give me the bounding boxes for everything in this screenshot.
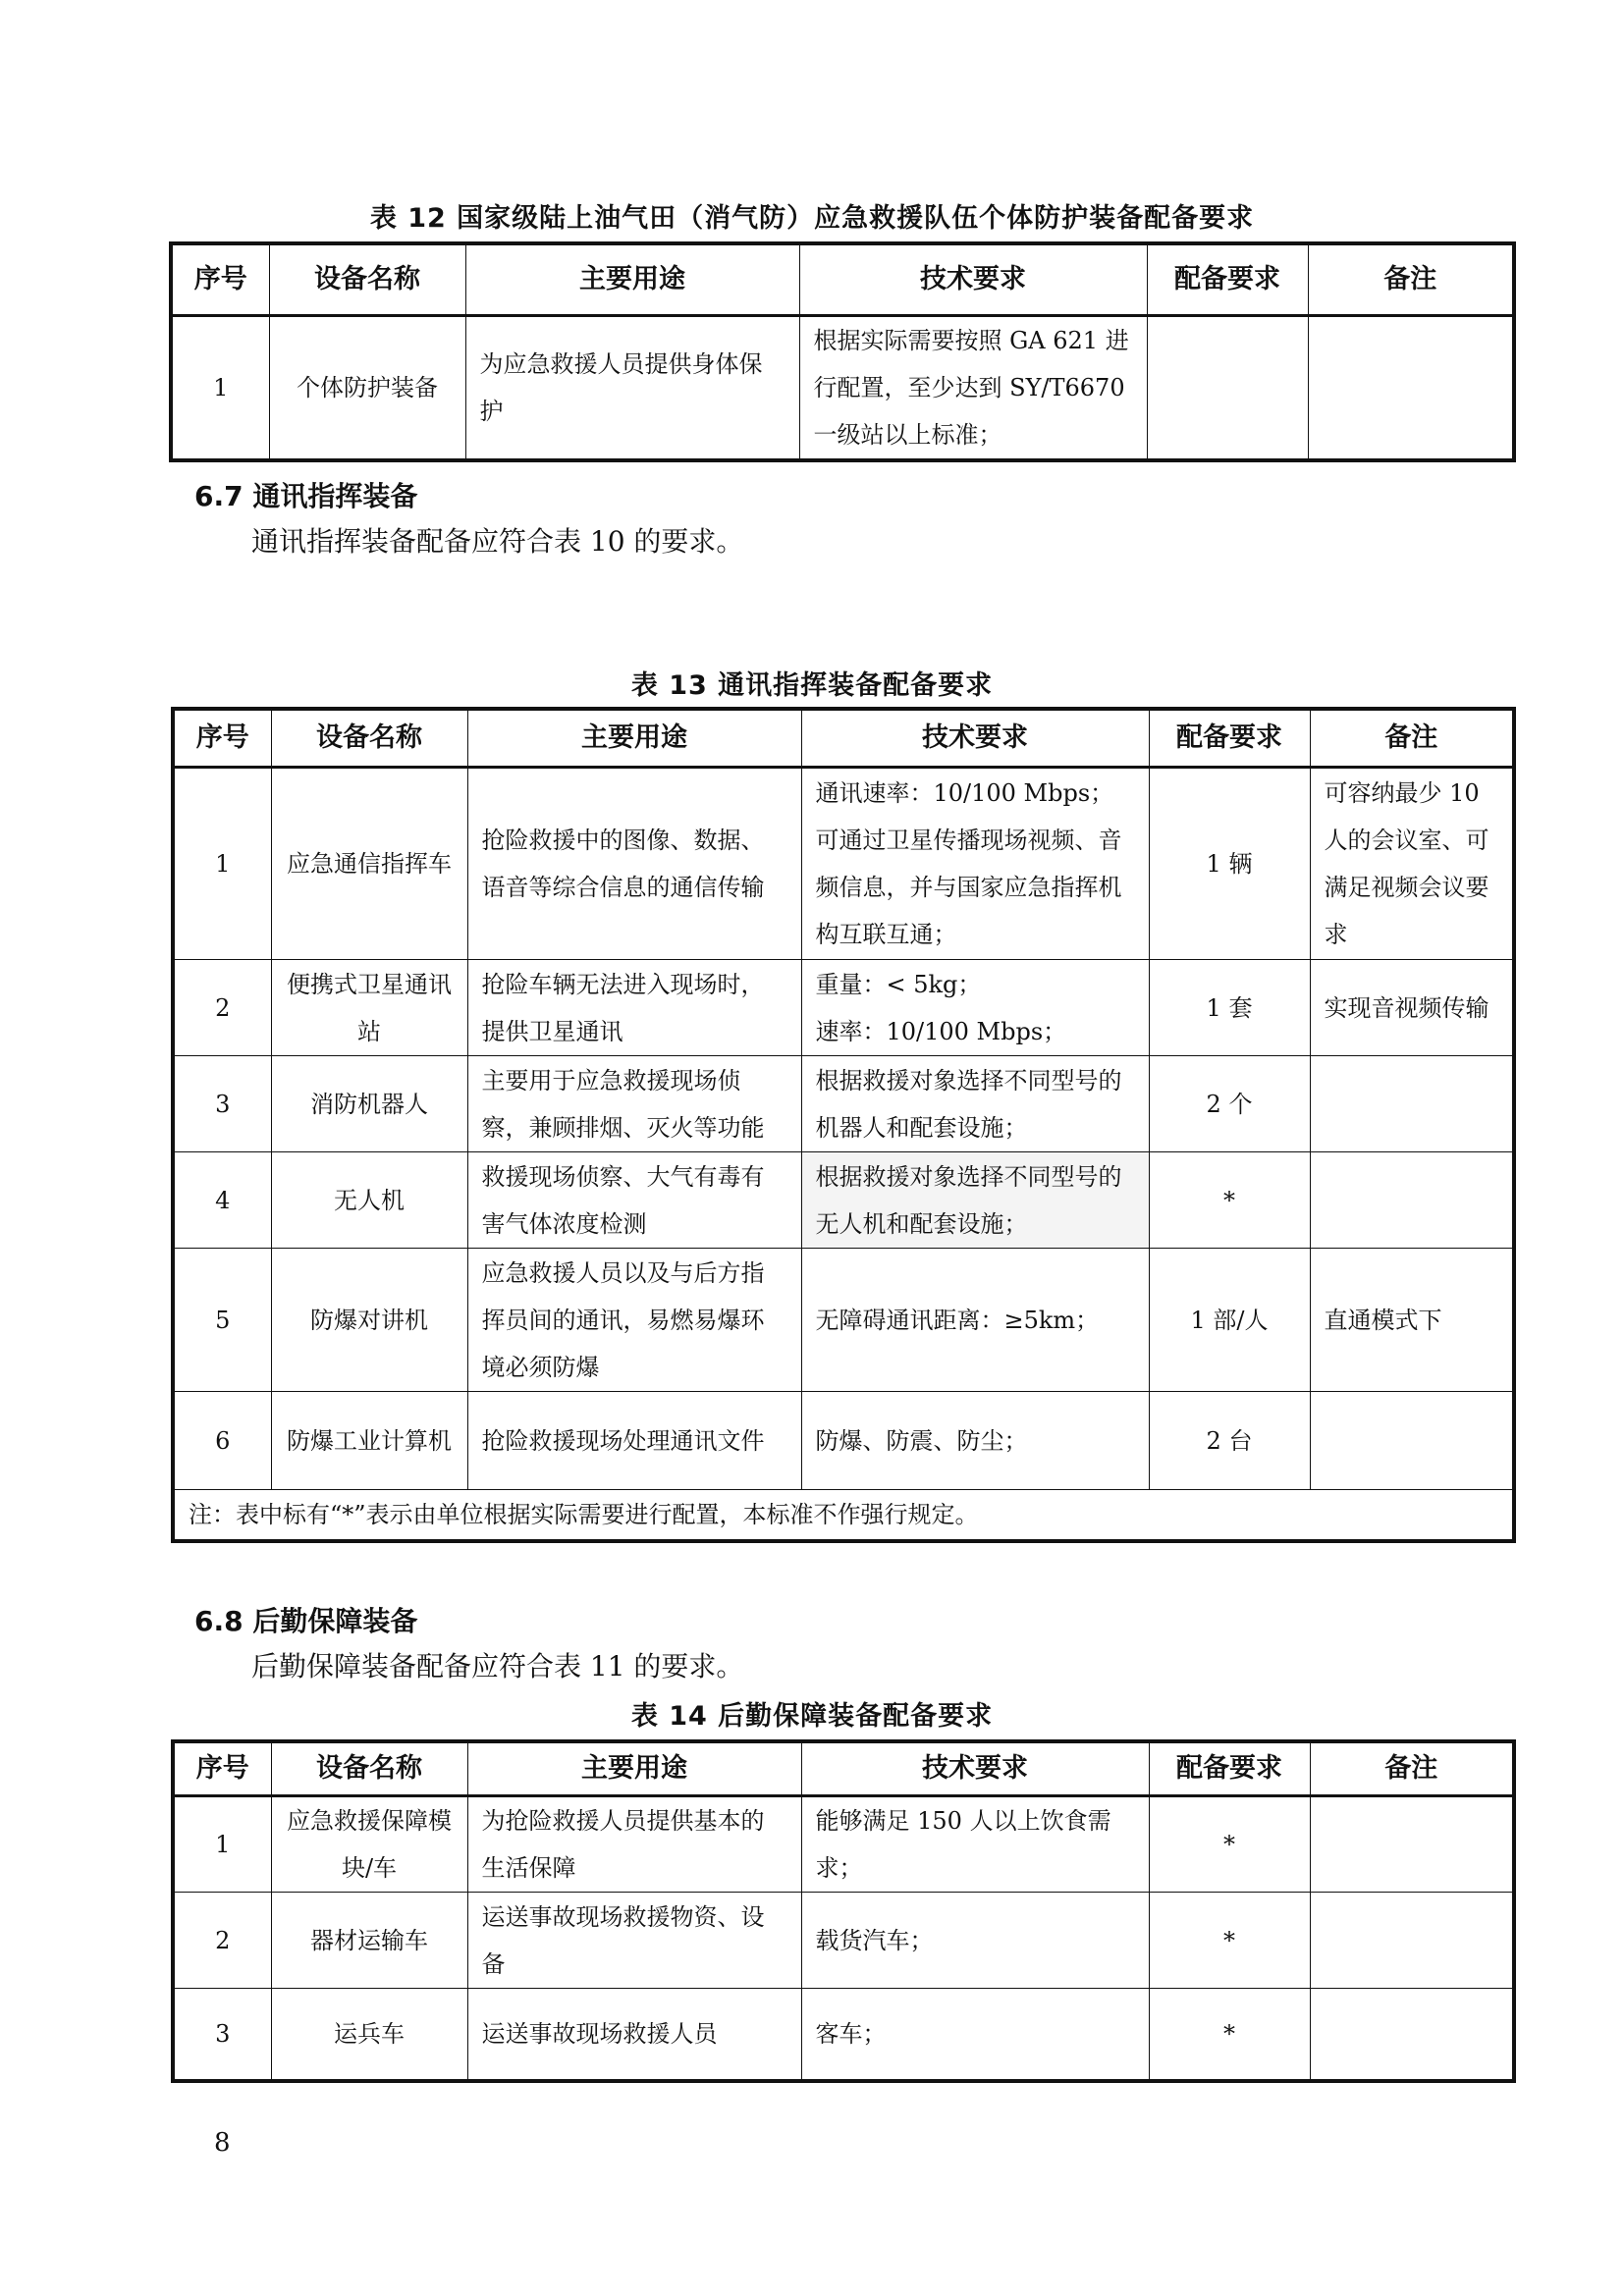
header-tech: 技术要求	[801, 709, 1149, 768]
cell-no: 2	[173, 960, 271, 1056]
cell-note: 直通模式下	[1310, 1249, 1514, 1392]
table-row	[173, 960, 1514, 1056]
cell-tech	[801, 960, 1149, 1056]
cell-req: 2 个	[1149, 1056, 1310, 1152]
table-12-caption: 表 12 国家级陆上油气田（消气防）应急救援队伍个体防护装备配备要求	[369, 203, 1255, 234]
cell-name: 无人机	[271, 1152, 467, 1249]
table-12	[169, 241, 1516, 462]
table-13	[171, 707, 1516, 1543]
header-tech: 技术要求	[801, 1741, 1149, 1796]
cell-tech-line: 重量：< 5kg；	[815, 970, 982, 998]
table-row	[173, 1056, 1514, 1152]
cell-no: 5	[173, 1249, 271, 1392]
table-header-row	[171, 243, 1514, 316]
cell-req: *	[1149, 1893, 1310, 1989]
cell-tech: 客车；	[801, 1989, 1149, 2081]
cell-tech: 无障碍通讯距离：≥5km；	[801, 1249, 1149, 1392]
cell-req: *	[1149, 1989, 1310, 2081]
cell-use: 为抢险救援人员提供基本的生活保障	[467, 1796, 801, 1893]
cell-note	[1310, 1392, 1514, 1490]
header-use: 主要用途	[467, 1741, 801, 1796]
cell-name: 应急救援保障模块/车	[271, 1796, 467, 1893]
cell-name: 防爆对讲机	[271, 1249, 467, 1392]
cell-tech: 通讯速率：10/100 Mbps；可通过卫星传播现场视频、音频信息，并与国家应急指挥机构互联互通；	[801, 768, 1149, 960]
cell-use: 为应急救援人员提供身体保护	[465, 316, 799, 461]
table-row	[171, 316, 1514, 461]
table-14-caption: 表 14 后勤保障装备配备要求	[630, 1701, 994, 1732]
header-use: 主要用途	[465, 243, 799, 316]
header-note: 备注	[1308, 243, 1514, 316]
cell-name: 应急通信指挥车	[271, 768, 467, 960]
cell-no: 2	[173, 1893, 271, 1989]
table-row	[173, 1989, 1514, 2081]
cell-use: 抢险车辆无法进入现场时，提供卫星通讯	[467, 960, 801, 1056]
table-row	[173, 1796, 1514, 1893]
cell-no: 6	[173, 1392, 271, 1490]
cell-note: 可容纳最少 10 人的会议室、可满足视频会议要求	[1310, 768, 1514, 960]
cell-no: 4	[173, 1152, 271, 1249]
cell-no: 3	[173, 1989, 271, 2081]
cell-req: *	[1149, 1796, 1310, 1893]
header-req: 配备要求	[1149, 1741, 1310, 1796]
header-name: 设备名称	[271, 1741, 467, 1796]
table-13-caption: 表 13 通讯指挥装备配备要求	[630, 670, 994, 701]
header-note: 备注	[1310, 709, 1514, 768]
header-name: 设备名称	[271, 709, 467, 768]
header-req: 配备要求	[1147, 243, 1308, 316]
cell-note	[1310, 1796, 1514, 1893]
table-header-row	[173, 709, 1514, 768]
cell-req: 1 部/人	[1149, 1249, 1310, 1392]
header-use: 主要用途	[467, 709, 801, 768]
cell-use: 运送事故现场救援物资、设备	[467, 1893, 801, 1989]
cell-note	[1310, 1893, 1514, 1989]
cell-tech: 防爆、防震、防尘；	[801, 1392, 1149, 1490]
cell-req: 1 辆	[1149, 768, 1310, 960]
cell-use: 运送事故现场救援人员	[467, 1989, 801, 2081]
cell-tech-line: 速率：10/100 Mbps；	[815, 1017, 1067, 1045]
page-number: 8	[214, 2128, 231, 2158]
cell-name: 消防机器人	[271, 1056, 467, 1152]
header-note: 备注	[1310, 1741, 1514, 1796]
table-row	[173, 1249, 1514, 1392]
table-row	[173, 1893, 1514, 1989]
cell-name: 防爆工业计算机	[271, 1392, 467, 1490]
cell-req	[1147, 316, 1308, 461]
table-14	[171, 1739, 1516, 2083]
cell-use: 主要用于应急救援现场侦察，兼顾排烟、灭火等功能	[467, 1056, 801, 1152]
table-footnote-row	[173, 1490, 1514, 1541]
cell-note: 实现音视频传输	[1310, 960, 1514, 1056]
cell-req: 1 套	[1149, 960, 1310, 1056]
cell-note	[1310, 1056, 1514, 1152]
table-header-row	[173, 1741, 1514, 1796]
section-text-6-8: 后勤保障装备配备应符合表 11 的要求。	[251, 1650, 744, 1682]
cell-no: 1	[173, 768, 271, 960]
cell-use: 应急救援人员以及与后方指挥员间的通讯，易燃易爆环境必须防爆	[467, 1249, 801, 1392]
cell-name: 运兵车	[271, 1989, 467, 2081]
cell-note	[1310, 1152, 1514, 1249]
cell-tech: 根据实际需要按照 GA 621 进行配置，至少达到 SY/T6670 一级站以上标准；	[799, 316, 1147, 461]
section-text-6-7: 通讯指挥装备配备应符合表 10 的要求。	[251, 525, 744, 558]
cell-use: 救援现场侦察、大气有毒有害气体浓度检测	[467, 1152, 801, 1249]
cell-name: 器材运输车	[271, 1893, 467, 1989]
table-footnote: 注：表中标有“*”表示由单位根据实际需要进行配置，本标准不作强行规定。	[173, 1490, 1514, 1541]
cell-tech: 载货汽车；	[801, 1893, 1149, 1989]
cell-no: 3	[173, 1056, 271, 1152]
cell-use: 抢险救援中的图像、数据、语音等综合信息的通信传输	[467, 768, 801, 960]
table-row	[173, 768, 1514, 960]
header-req: 配备要求	[1149, 709, 1310, 768]
header-no: 序号	[173, 1741, 271, 1796]
cell-tech: 根据救援对象选择不同型号的无人机和配套设施；	[801, 1152, 1149, 1249]
cell-tech: 根据救援对象选择不同型号的机器人和配套设施；	[801, 1056, 1149, 1152]
table-row	[173, 1152, 1514, 1249]
header-no: 序号	[171, 243, 269, 316]
cell-note	[1310, 1989, 1514, 2081]
header-tech: 技术要求	[799, 243, 1147, 316]
section-heading-6-8: 6.8 后勤保障装备	[194, 1605, 418, 1637]
cell-use: 抢险救援现场处理通讯文件	[467, 1392, 801, 1490]
table-row	[173, 1392, 1514, 1490]
cell-tech: 能够满足 150 人以上饮食需求；	[801, 1796, 1149, 1893]
header-no: 序号	[173, 709, 271, 768]
cell-req: 2 台	[1149, 1392, 1310, 1490]
section-heading-6-7: 6.7 通讯指挥装备	[194, 480, 418, 512]
cell-no: 1	[171, 316, 269, 461]
cell-name: 便携式卫星通讯站	[271, 960, 467, 1056]
cell-note	[1308, 316, 1514, 461]
cell-name: 个体防护装备	[269, 316, 465, 461]
header-name: 设备名称	[269, 243, 465, 316]
cell-no: 1	[173, 1796, 271, 1893]
cell-req: *	[1149, 1152, 1310, 1249]
